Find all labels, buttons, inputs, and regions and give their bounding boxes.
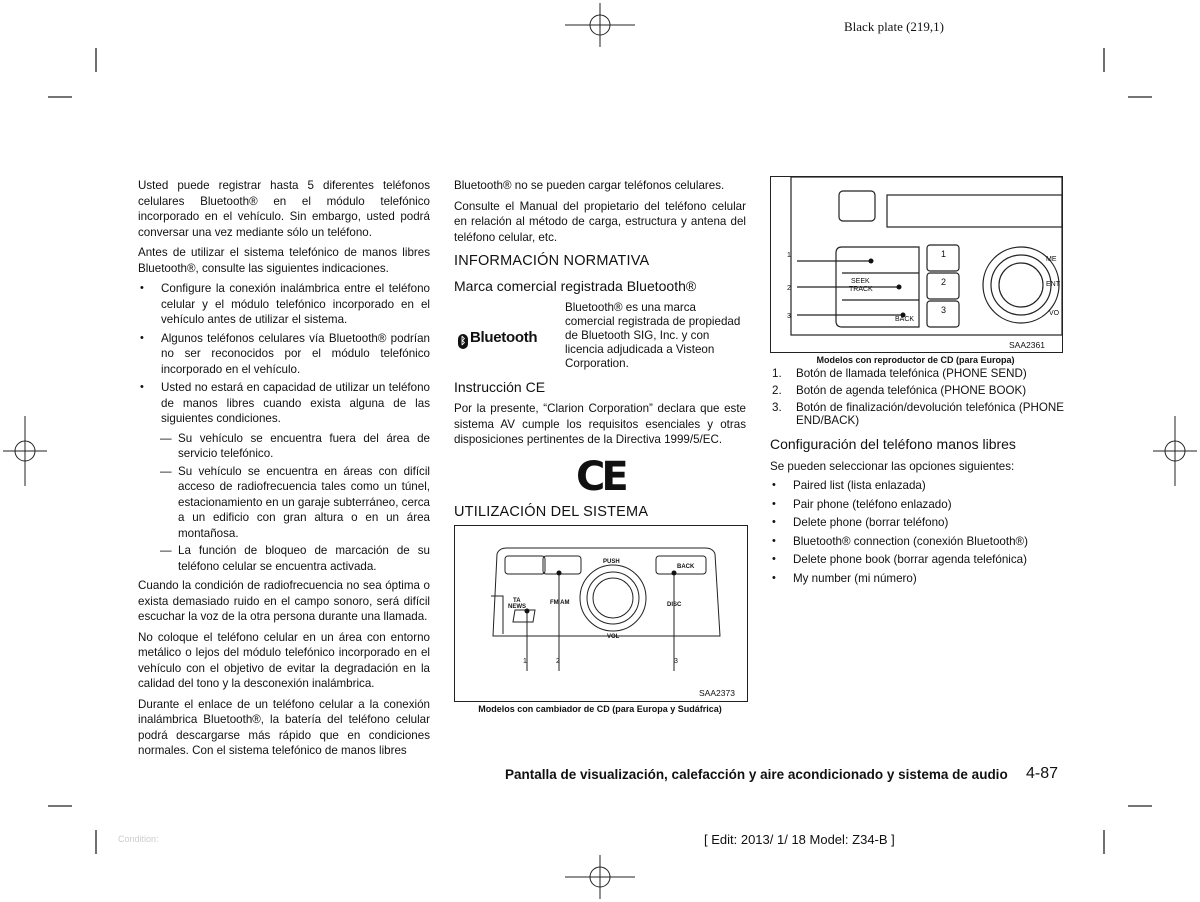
list-item: 3. Botón de finalización/devolución telefónica (PHONE END/BACK) (772, 401, 1064, 427)
list-item: 1. Botón de llamada telefónica (PHONE SEND) (772, 367, 1027, 380)
numbered-list (772, 367, 1064, 431)
paragraph: Usted puede registrar hasta 5 diferentes teléfonos celulares Bluetooth® en el módulo telefónico incorporado en el vehículo. Sin embargo, usted podrá conversar una vez mediante sólo un teléfono. (138, 179, 430, 239)
bluetooth-icon: ᛒ (458, 334, 468, 349)
column-1 (138, 178, 430, 764)
heading-info-normativa: INFORMACIÓN NORMATIVA (454, 253, 650, 269)
cd-player-panel-drawing (771, 177, 1062, 352)
column-2 (454, 178, 746, 250)
ce-mark: CE (576, 454, 625, 500)
registration-mark-left (3, 416, 47, 486)
list-item: • Usted no estará en capacidad de utilizar un teléfono de manos libres cuando exista alguna de las siguientes condiciones. (138, 380, 430, 427)
figure-caption: Modelos con reproductor de CD (para Europa) (816, 355, 1015, 365)
figure-code: SAA2361 (1009, 340, 1045, 350)
label-back: BACK (895, 316, 915, 323)
bluetooth-logo: ᛒ Bluetooth (458, 329, 537, 349)
heading-marca: Marca comercial registrada Bluetooth® (454, 278, 697, 294)
list-item: — La función de bloqueo de marcación de su teléfono celular se encuentra activada. (160, 543, 430, 574)
key-1: 1 (941, 249, 947, 259)
label-me: ME (1046, 256, 1057, 263)
list-item: • Delete phone book (borrar agenda telefónica) (770, 552, 1062, 568)
section-title: Pantalla de visualización, calefacción y aire acondicionado y sistema de audio (505, 767, 1008, 782)
list-item: • Algunos teléfonos celulares vía Bluetooth® podrían no ser reconocidos por el módulo telefónico incorporado en el vehículo. (138, 331, 430, 378)
list-item: 2. Botón de agenda telefónica (PHONE BOOK) (772, 384, 1027, 397)
list-item: • Pair phone (teléfono enlazado) (770, 497, 1062, 513)
label-vo: VO (1049, 310, 1060, 317)
config-intro: Se pueden seleccionar las opciones siguientes: (770, 460, 1015, 473)
label-ent: ENT (1046, 281, 1060, 288)
figure-cd-player (770, 176, 1063, 353)
paragraph: Bluetooth® no se pueden cargar teléfonos celulares. (454, 179, 725, 192)
label-disc: DISC (667, 602, 682, 608)
heading-configuracion: Configuración del teléfono manos libres (770, 436, 1016, 452)
callout-2: 2 (787, 285, 791, 292)
registration-mark-bottom (565, 855, 635, 899)
paragraph: Consulte el Manual del propietario del teléfono celular en relación al método de carga, estructura y antena del teléfono celular, etc. (454, 199, 746, 244)
ce-declaration: Por la presente, “Clarion Corporation” declara que este sistema AV cumple los requisitos esenciales y otras disposiciones pertinentes de la Directiva 1999/5/EC. (454, 402, 746, 446)
list-item: • Bluetooth® connection (conexión Bluetooth®) (770, 534, 1062, 550)
list-item: • Configure la conexión inalámbrica entre el teléfono celular y el módulo telefónico incorporado en el vehículo antes de utilizar el sistema. (138, 281, 430, 328)
callout-2: 2 (556, 658, 560, 665)
list-item: • Paired list (lista enlazada) (770, 478, 1062, 494)
paragraph: Durante el enlace de un teléfono celular a la conexión inalámbrica Bluetooth®, la batería del teléfono celular podrá descargarse más rápido que en condiciones normales. Con el sistema telefónico de manos libres (138, 697, 430, 757)
key-3: 3 (941, 305, 947, 315)
list-item: — Su vehículo se encuentra en áreas con difícil acceso de radiofrecuencia tales como un túnel, estacionamiento en un garaje subterráneo, cerca a un edificio con gran altura o en un área montañosa. (160, 464, 430, 542)
registration-mark-top (565, 3, 635, 47)
label-push: PUSH (603, 559, 620, 565)
label-back: BACK (677, 564, 695, 570)
heading-utilizacion: UTILIZACIÓN DEL SISTEMA (454, 504, 649, 520)
list-item: — Su vehículo se encuentra fuera del área de servicio telefónico. (160, 431, 430, 462)
callout-1: 1 (523, 658, 527, 665)
paragraph: No coloque el teléfono celular en un área con entorno metálico o lejos del módulo telefónico incorporado en el vehículo con el objetivo de evitar la degradación en la calidad del tono y la desconexión inalámbrica. (138, 630, 430, 690)
paragraph: Antes de utilizar el sistema telefónico de manos libres Bluetooth®, consulte las siguientes indicaciones. (138, 246, 430, 275)
figure-code: SAA2373 (699, 688, 735, 698)
list-item: • My number (mi número) (770, 571, 1062, 587)
figure-cd-changer (454, 525, 748, 702)
figure-caption: Modelos con cambiador de CD (para Europa y Sudáfrica) (478, 704, 722, 714)
label-track: TRACK (849, 286, 873, 293)
cd-changer-panel-drawing (455, 526, 747, 701)
dash-list (138, 431, 430, 575)
label-ta: TA (513, 598, 521, 604)
edit-info: [ Edit: 2013/ 1/ 18 Model: Z34-B ] (704, 832, 895, 847)
bullet-list (138, 281, 430, 427)
callout-1: 1 (787, 252, 791, 259)
page-number: 4-87 (1026, 765, 1059, 782)
condition-label: Condition: (118, 834, 159, 844)
callout-3: 3 (787, 313, 791, 320)
heading-ce: Instrucción CE (454, 379, 546, 395)
plate-label: Black plate (219,1) (844, 19, 944, 34)
options-list (770, 478, 1062, 590)
key-2: 2 (941, 277, 947, 287)
registration-mark-right (1153, 416, 1197, 486)
label-news: NEWS (508, 604, 526, 610)
paragraph: Cuando la condición de radiofrecuencia no sea óptima o exista demasiado ruido en el campo sonoro, será difícil escuchar la voz de la otra persona durante una llamada. (138, 579, 430, 623)
label-seek: SEEK (851, 278, 870, 285)
callout-3: 3 (674, 658, 678, 665)
label-vol: VOL (607, 634, 620, 640)
bluetooth-notice: Bluetooth® es una marca comercial registrada de propiedad de Bluetooth SIG, Inc. y con licencia adjudicada a Visteon Corporation. (565, 301, 741, 370)
label-fmam: FM AM (550, 600, 570, 606)
list-item: • Delete phone (borrar teléfono) (770, 515, 1062, 531)
